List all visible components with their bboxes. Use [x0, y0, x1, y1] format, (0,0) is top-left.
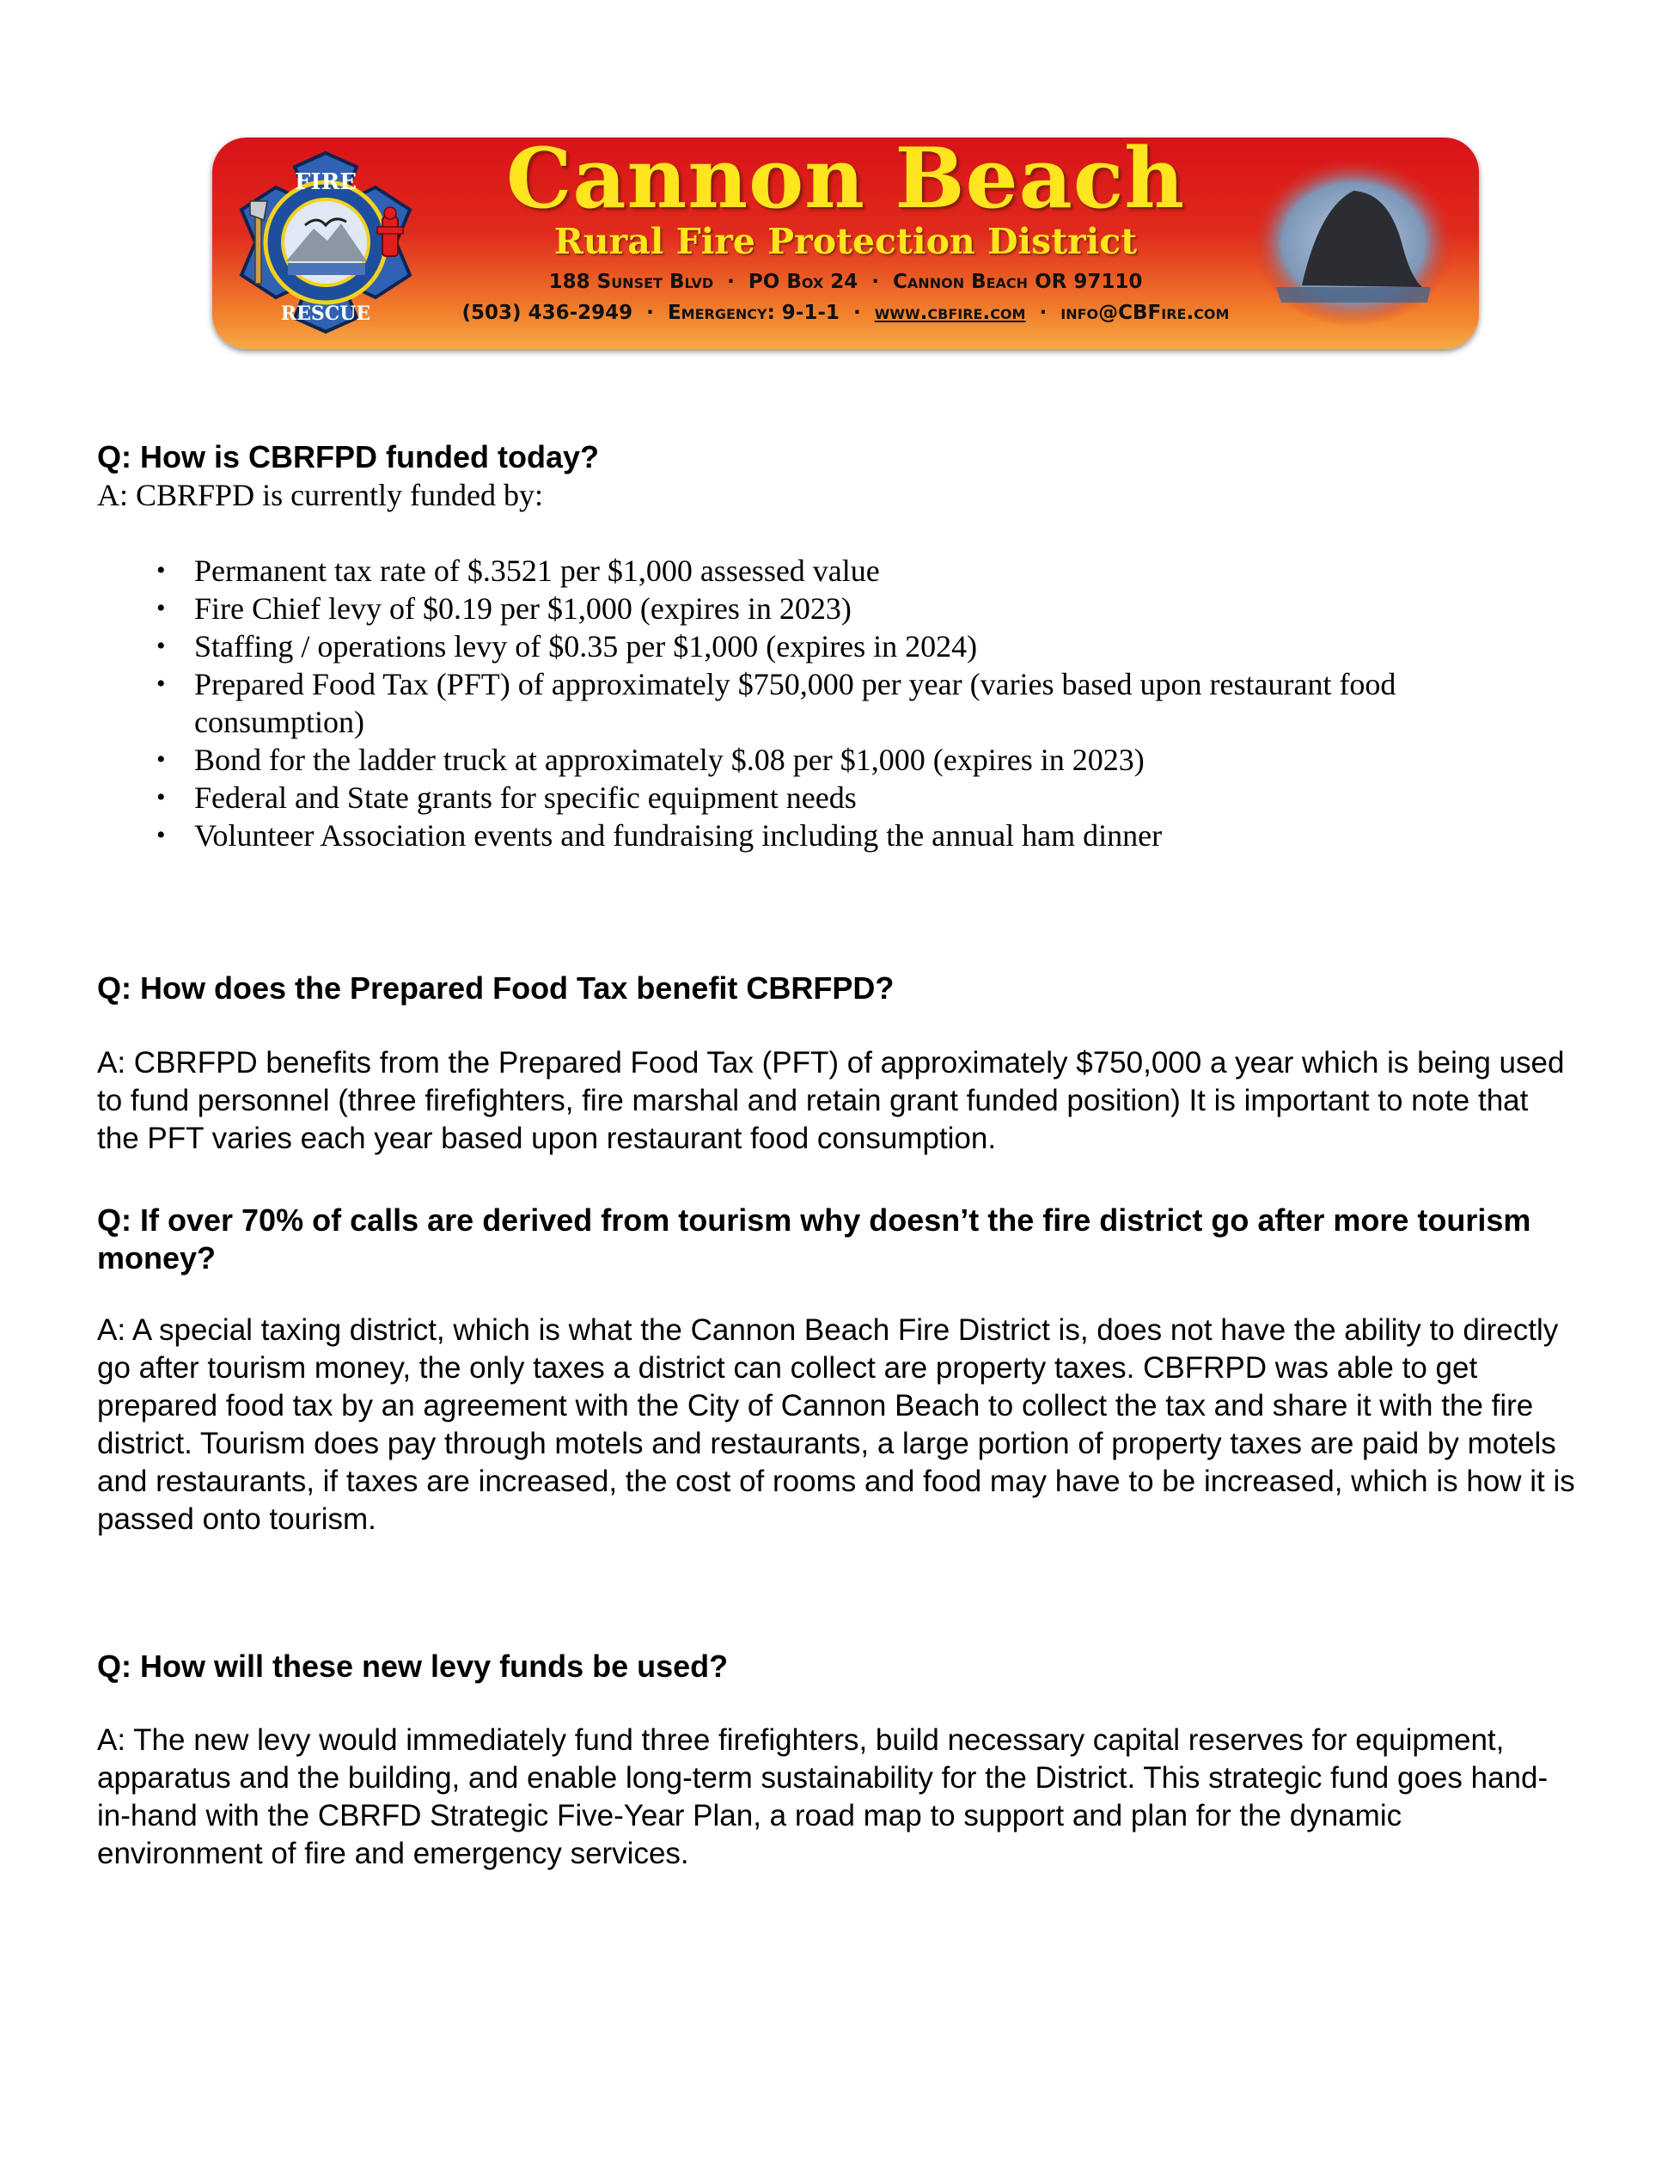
question-tourism: Q: If over 70% of calls are derived from tourism why doesn’t the fire district go after more tourism money? — [97, 1202, 1531, 1276]
list-item — [97, 817, 1575, 854]
badge-rescue-label: RESCUE — [280, 303, 371, 325]
list-item-text: Permanent tax rate of $.3521 per $1,000 assessed value — [194, 554, 880, 588]
answer-prepared-food-tax-block — [97, 1044, 1575, 1158]
faq-funding-section — [97, 438, 1575, 514]
faq-prepared-food-tax-section — [97, 970, 1575, 1007]
answer-levy-funds: A: The new levy would immediately fund three firefighters, build necessary capital reserves for equipment, apparatus and the building, and enable long-term sustainability for the District. This strategic fund goes hand-in-hand with the CBRFD Strategic Five-Year Plan, a road map to support and plan for the dynamic environment of fire and emergency services. — [97, 1723, 1549, 1870]
banner-subtitle: Rural Fire Protection District — [553, 221, 1138, 262]
website-link[interactable]: www.cbfire.com — [874, 302, 1026, 324]
bullet-icon: • — [156, 632, 166, 660]
answer-funding-intro: A: CBRFPD is currently funded by: — [97, 478, 543, 512]
bullet-icon: • — [156, 745, 166, 774]
email-link[interactable]: info@CBFire.com — [1060, 302, 1230, 324]
contact-phone: (503) 436-2949 — [461, 302, 633, 324]
header-banner — [212, 138, 1479, 349]
separator-dot: · — [727, 271, 735, 293]
list-item-text: Federal and State grants for specific equipment needs — [194, 780, 857, 815]
list-item — [97, 779, 1575, 817]
answer-tourism: A: A special taxing district, which is what the Cannon Beach Fire District is, does not have the ability to directly go after tourism money, the only taxes a district can collect are property taxes. CBFRPD was able to get prepared food tax by an agreement with the City of Cannon Beach to collect the tax and share it with the fire district. Tourism does pay through motels and restaurants, a large portion of property taxes are paid by motels and restaurants, if taxes are increased, the cost of rooms and food may have to be increased, which is how it is passed onto tourism. — [97, 1313, 1575, 1536]
list-item — [97, 741, 1575, 779]
bullet-icon: • — [156, 594, 166, 622]
bullet-icon: • — [156, 556, 166, 584]
contact-emergency: Emergency: 9-1-1 — [667, 302, 840, 324]
answer-tourism-block — [97, 1312, 1575, 1539]
list-item — [97, 627, 1575, 665]
banner-address-line — [212, 272, 1479, 292]
funding-sources-list — [97, 552, 1575, 854]
faq-levy-funds-section — [97, 1648, 1575, 1685]
bullet-icon: • — [156, 821, 166, 849]
list-item-text: Bond for the ladder truck at approximately $.08 per $1,000 (expires in 2023) — [194, 743, 1145, 777]
list-item-text: Volunteer Association events and fundraising including the annual ham dinner — [194, 818, 1163, 853]
list-item-text: Fire Chief levy of $0.19 per $1,000 (expires in 2023) — [194, 591, 852, 626]
address-street: 188 Sunset Blvd — [548, 271, 714, 293]
list-item — [97, 590, 1575, 627]
answer-levy-funds-block — [97, 1722, 1575, 1873]
address-city: Cannon Beach OR 97110 — [893, 271, 1143, 293]
banner-title: Cannon Beach — [505, 138, 1186, 227]
bullet-icon: • — [156, 670, 166, 698]
list-item-text: Prepared Food Tax (PFT) of approximately $750,000 per year (varies based upon restaurant food consumption) — [194, 667, 1396, 739]
list-item — [97, 552, 1575, 590]
badge-fire-label: FIRE — [294, 169, 357, 195]
address-po-box: PO Box 24 — [748, 271, 858, 293]
faq-tourism-section — [97, 1202, 1575, 1277]
separator-dot: · — [646, 302, 654, 324]
separator-dot: · — [1039, 302, 1048, 324]
separator-dot: · — [871, 271, 880, 293]
separator-dot: · — [852, 302, 861, 324]
list-item-text: Staffing / operations levy of $0.35 per $1,000 (expires in 2024) — [194, 629, 978, 664]
question-funding: Q: How is CBRFPD funded today? — [97, 439, 599, 474]
answer-prepared-food-tax: A: CBRFPD benefits from the Prepared Food Tax (PFT) of approximately $750,000 a year which is being used to fund personnel (three firefighters, fire marshal and retain grant funded position) It is important to note that the PFT varies each year based upon restaurant food consumption. — [97, 1046, 1565, 1155]
bullet-icon: • — [156, 783, 166, 811]
list-item — [97, 665, 1575, 741]
question-prepared-food-tax: Q: How does the Prepared Food Tax benefit CBRFPD? — [97, 970, 895, 1006]
banner-contact-line — [212, 303, 1479, 323]
question-levy-funds: Q: How will these new levy funds be used? — [97, 1649, 729, 1684]
